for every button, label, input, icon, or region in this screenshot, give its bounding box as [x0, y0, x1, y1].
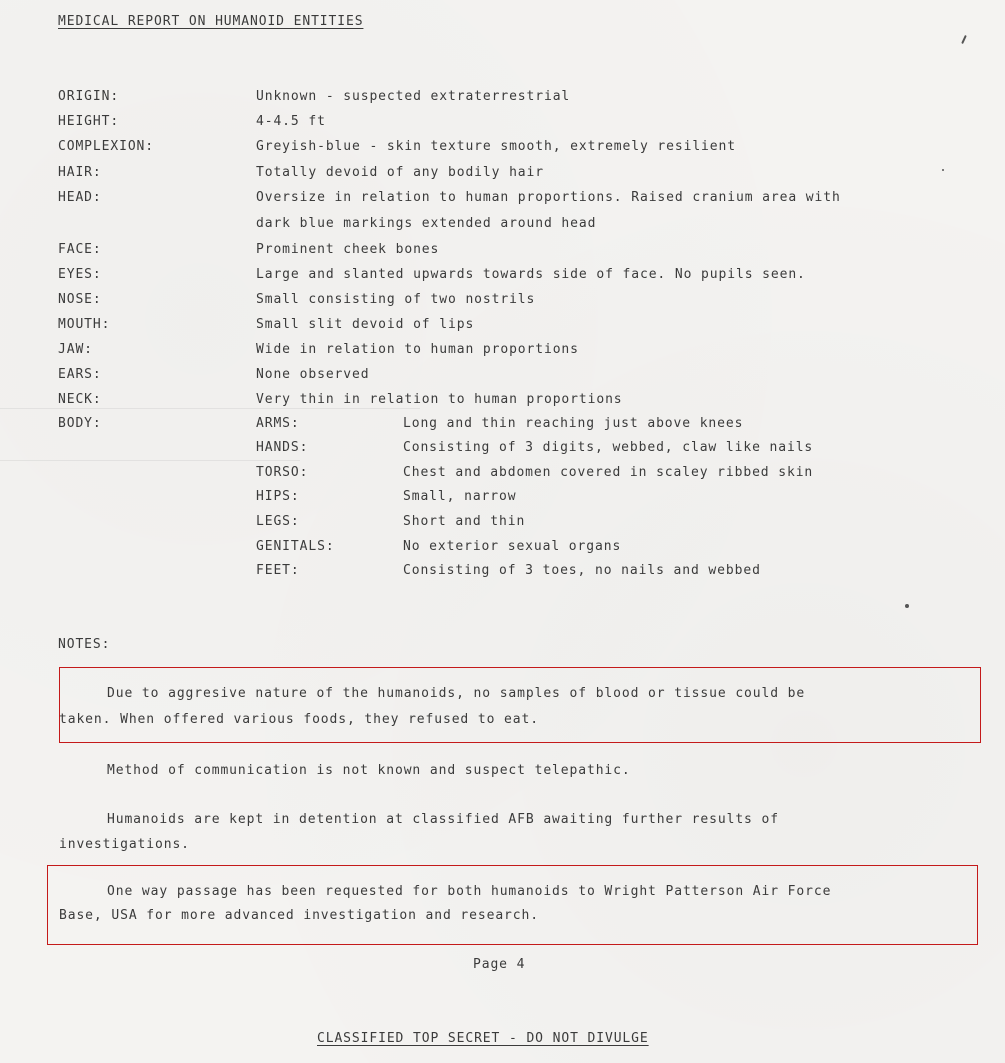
- field-value-complexion: Greyish-blue - skin texture smooth, extremely resilient: [256, 139, 736, 154]
- field-label-head: HEAD:: [58, 190, 102, 205]
- notes-paragraph-3-line-1: Humanoids are kept in detention at classified AFB awaiting further results of: [107, 812, 779, 827]
- field-label-mouth: MOUTH:: [58, 317, 111, 332]
- body-value-hands: Consisting of 3 digits, webbed, claw like nails: [403, 440, 814, 455]
- field-value-nose: Small consisting of two nostrils: [256, 292, 536, 307]
- body-label-torso: TORSO:: [256, 465, 309, 480]
- notes-paragraph-1-line-1: Due to aggresive nature of the humanoids, no samples of blood or tissue could be: [107, 686, 806, 701]
- scan-artifact-line: [0, 408, 420, 409]
- body-label-legs: LEGS:: [256, 514, 300, 529]
- document-title: MEDICAL REPORT ON HUMANOID ENTITIES: [58, 14, 364, 29]
- field-value-head: Oversize in relation to human proportions. Raised cranium area with: [256, 190, 841, 205]
- field-value-hair: Totally devoid of any bodily hair: [256, 165, 544, 180]
- classification-footer: CLASSIFIED TOP SECRET - DO NOT DIVULGE: [317, 1031, 649, 1046]
- speck-mark: [905, 604, 909, 608]
- field-label-neck: NECK:: [58, 392, 102, 407]
- body-label-arms: ARMS:: [256, 416, 300, 431]
- notes-paragraph-1-line-2: taken. When offered various foods, they refused to eat.: [59, 712, 539, 727]
- speck-mark: [942, 169, 944, 171]
- body-value-torso: Chest and abdomen covered in scaley ribbed skin: [403, 465, 814, 480]
- field-value-eyes: Large and slanted upwards towards side of face. No pupils seen.: [256, 267, 806, 282]
- notes-paragraph-2: Method of communication is not known and suspect telepathic.: [107, 763, 631, 778]
- field-value-ears: None observed: [256, 367, 370, 382]
- body-label-genitals: GENITALS:: [256, 539, 335, 554]
- field-value-mouth: Small slit devoid of lips: [256, 317, 475, 332]
- highlight-box-samples: [59, 667, 981, 743]
- page-number: Page 4: [473, 957, 526, 972]
- field-value-origin: Unknown - suspected extraterrestrial: [256, 89, 571, 104]
- field-label-jaw: JAW:: [58, 342, 93, 357]
- body-label-hips: HIPS:: [256, 489, 300, 504]
- field-label-origin: ORIGIN:: [58, 89, 120, 104]
- field-value-face: Prominent cheek bones: [256, 242, 440, 257]
- scan-artifact-line: [0, 460, 300, 461]
- notes-label: NOTES:: [58, 637, 111, 652]
- speck-mark: [961, 35, 967, 44]
- field-label-hair: HAIR:: [58, 165, 102, 180]
- field-value-head-cont: dark blue markings extended around head: [256, 216, 597, 231]
- field-value-height: 4-4.5 ft: [256, 114, 326, 129]
- field-label-face: FACE:: [58, 242, 102, 257]
- body-label-feet: FEET:: [256, 563, 300, 578]
- highlight-box-passage: [47, 865, 978, 945]
- notes-paragraph-3-line-2: investigations.: [59, 837, 190, 852]
- field-label-complexion: COMPLEXION:: [58, 139, 154, 154]
- body-value-hips: Small, narrow: [403, 489, 517, 504]
- body-label-hands: HANDS:: [256, 440, 309, 455]
- field-value-jaw: Wide in relation to human proportions: [256, 342, 579, 357]
- notes-paragraph-4-line-1: One way passage has been requested for both humanoids to Wright Patterson Air Force: [107, 884, 832, 899]
- field-label-ears: EARS:: [58, 367, 102, 382]
- body-value-legs: Short and thin: [403, 514, 526, 529]
- body-value-feet: Consisting of 3 toes, no nails and webbed: [403, 563, 761, 578]
- body-value-genitals: No exterior sexual organs: [403, 539, 622, 554]
- field-label-body: BODY:: [58, 416, 102, 431]
- notes-paragraph-4-line-2: Base, USA for more advanced investigation and research.: [59, 908, 539, 923]
- body-value-arms: Long and thin reaching just above knees: [403, 416, 744, 431]
- field-label-nose: NOSE:: [58, 292, 102, 307]
- field-label-eyes: EYES:: [58, 267, 102, 282]
- field-value-neck: Very thin in relation to human proportions: [256, 392, 623, 407]
- field-label-height: HEIGHT:: [58, 114, 120, 129]
